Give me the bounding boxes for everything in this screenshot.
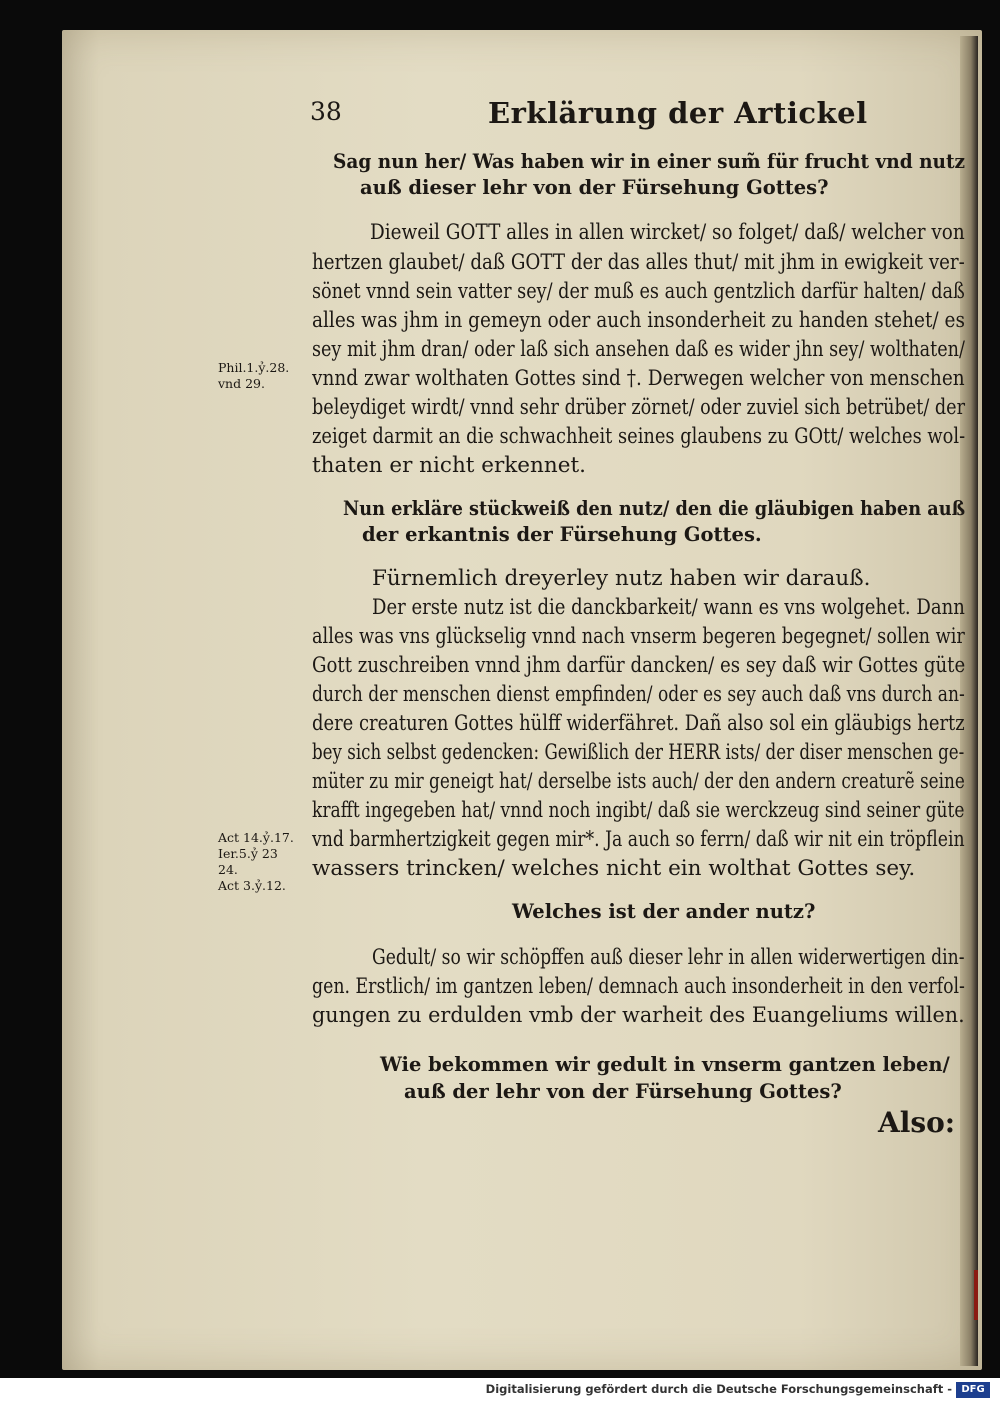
- paragraph-2-line-4: durch der menschen dienst empfinden/ oder es sey auch daß vns durch an-: [312, 682, 965, 707]
- catchword: Also:: [878, 1106, 956, 1139]
- paragraph-1-line-4: alles was jhm in gemeyn oder auch insonderheit zu handen stehet/ es: [312, 308, 965, 333]
- paragraph-2-line-10: wassers trincken/ welches nicht ein wolthat Gottes sey.: [312, 856, 916, 881]
- paragraph-2-line-8: krafft ingegeben hat/ vnnd noch ingibt/ daß sie werckzeug sind seiner güte: [312, 798, 965, 823]
- margin-note-1: Phil.1.ỷ.28. vnd 29.: [218, 360, 290, 391]
- paragraph-2-line-1: Der erste nutz ist die danckbarkeit/ wann es vns wolgehet. Dann: [372, 595, 965, 620]
- paragraph-1-line-9: thaten er nicht erkennet.: [312, 453, 586, 478]
- paragraph-1-line-6: vnnd zwar wolthaten Gottes sind †. Derwegen welcher von menschen: [312, 366, 965, 391]
- margin-note-2: Act 14.ỷ.17. Ier.5.ỷ 23 24. Act 3.ỷ.12.: [218, 830, 294, 893]
- paragraph-2-line-9: vnd barmhertzigkeit gegen mir*. Ja auch so ferrn/ daß wir nit ein tröpflein: [312, 827, 965, 852]
- question-1-line-1: Sag nun her/ Was haben wir in einer sum̃ für frucht vnd nutz: [333, 150, 966, 173]
- question-2-line-1: Nun erkläre stückweiß den nutz/ den die gläubigen haben auß: [343, 497, 966, 520]
- paragraph-3-line-2: gen. Erstlich/ im gantzen leben/ demnach auch insonderheit in den verfol-: [312, 974, 965, 999]
- paragraph-1-line-1: Dieweil GOTT alles in allen wircket/ so folget/ daß/ welcher von: [370, 220, 965, 245]
- paragraph-1-line-7: beleydiget wirdt/ vnnd sehr drüber zörnet/ oder zuviel sich betrübet/ der: [312, 395, 966, 420]
- paragraph-1-line-3: sönet vnnd sein vatter sey/ der muß es auch gentzlich darfür halten/ daß: [312, 279, 965, 304]
- paragraph-1-line-5: sey mit jhm dran/ oder laß sich ansehen daß es wider jhn sey/ wolthaten/: [312, 337, 965, 362]
- paragraph-2-line-3: Gott zuschreiben vnnd jhm darfür dancken/ es sey daß wir Gottes güte: [312, 653, 966, 678]
- paragraph-2a: Fürnemlich dreyerley nutz haben wir darauß.: [372, 566, 871, 591]
- paragraph-1-line-2: hertzen glaubet/ daß GOTT der das alles thut/ mit jhm in ewigkeit ver-: [312, 250, 965, 275]
- footer-bar: [0, 1378, 1000, 1403]
- paragraph-1-line-8: zeiget darmit an die schwachheit seines glaubens zu GOtt/ welches wol-: [312, 424, 966, 449]
- paragraph-2-line-6: bey sich selbst gedencken: Gewißlich der HERR ists/ der diser menschen ge-: [312, 740, 965, 765]
- question-2-line-2: der erkantnis der Fürsehung Gottes.: [362, 523, 762, 546]
- dfg-logo: DFG: [956, 1382, 990, 1398]
- paragraph-3-line-1: Gedult/ so wir schöpffen auß dieser lehr in allen widerwertigen din-: [372, 945, 965, 970]
- paragraph-3-line-3: gungen zu erdulden vmb der warheit des Euangeliums willen.: [312, 1003, 965, 1028]
- paragraph-2-line-2: alles was vns glückselig vnnd nach vnserm begeren begegnet/ sollen wir: [312, 624, 965, 649]
- page-number: 38: [310, 97, 342, 126]
- paragraph-2-line-7: müter zu mir geneigt hat/ derselbe ists auch/ der den andern creaturẽ seine: [312, 769, 965, 794]
- question-4-line-2: auß der lehr von der Fürsehung Gottes?: [404, 1080, 842, 1103]
- question-3: Welches ist der ander nutz?: [512, 900, 816, 923]
- paragraph-2-line-5: dere creaturen Gottes hülff widerfähret. Dañ also sol ein gläubigs hertz: [312, 711, 965, 736]
- running-head: Erklärung der Artickel: [488, 96, 868, 130]
- color-marker: [974, 1270, 978, 1320]
- question-4-line-1: Wie bekommen wir gedult in vnserm gantzen leben/: [380, 1053, 950, 1076]
- question-1-line-2: auß dieser lehr von der Fürsehung Gottes?: [360, 176, 829, 199]
- funding-notice: Digitalisierung gefördert durch die Deutsche Forschungsgemeinschaft -: [485, 1382, 952, 1396]
